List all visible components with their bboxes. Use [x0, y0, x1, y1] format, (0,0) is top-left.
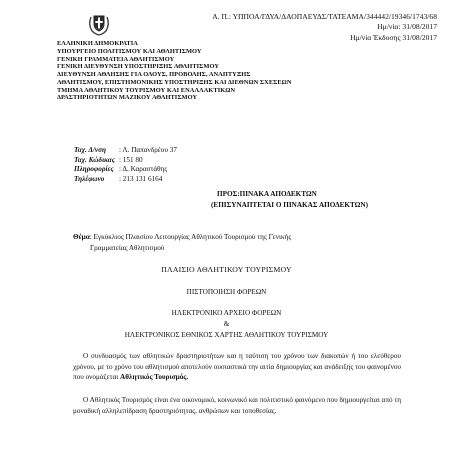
ministry-line: ΔΡΑΣΤΗΡΙΟΤΗΤΩΝ ΜΑΖΙΚΟΥ ΑΘΛΗΤΙΣΜΟΥ: [57, 94, 198, 102]
archive-title: ΗΛΕΚΤΡΟΝΙΚΟ ΑΡΧΕΙΟ ΦΟΡΕΩΝ: [171, 309, 282, 317]
contact-label: Ταχ. Κώδικας: [74, 155, 115, 164]
contact-label: Πληροφορίες: [74, 165, 114, 174]
subject-text: : Εγκύκλιος Πλαισίου Λειτουργίας Αθλητικού Τουρισμού της Γενικής: [89, 233, 292, 241]
contact-label: Τηλέφωνο: [74, 174, 105, 183]
protocol-number: Α. Π.: ΥΠΠΟΑ/ΓΔΥΑ/ΔΑΟΠΑΕΥΔΣ/ΤΑΤΕΑΜΑ/344442/19346/1743/68: [212, 12, 437, 21]
paragraph-text: Ο συνδυασμός των αθλητικών δραστηριοτήτων και η ταύτιση του χρόνου των διακοπών ή του ελεύθερου χρόνου, με το χρόνο του αθλητισμού αποτελούν ουσιαστικά την αιτία δημιουργίας και ανάδειξης του φαινομένου που ονομάζεται: [73, 352, 401, 382]
ministry-header: [57, 40, 292, 102]
recipients-attached-note: (ΕΠΙΣΥΝΑΠΤΕΤΑΙ Ο ΠΙΝΑΚΑΣ ΑΠΟΔΕΚΤΩΝ): [211, 201, 368, 209]
ministry-line: ΔΙΕΥΘΥΝΣΗ ΑΘΛΗΣΗΣ ΓΙΑ ΟΛΟΥΣ, ΠΡΟΒΟΛΗΣ, ΑΝΑΠΤΥΞΗΣ: [57, 71, 251, 78]
national-map-title: ΗΛΕΚΤΡΟΝΙΚΟΣ ΕΘΝΙΚΟΣ ΧΑΡΤΗΣ ΑΘΛΗΤΙΚΟΥ ΤΟΥΡΙΣΜΟΥ: [124, 331, 329, 339]
contact-value: : Δ. Καραστάθης: [119, 165, 168, 174]
ministry-line: ΥΠΟΥΡΓΕΙΟ ΠΟΛΙΤΙΣΜΟΥ ΚΑΙ ΑΘΛΗΤΙΣΜΟΥ: [57, 47, 202, 55]
body-paragraph: [73, 351, 401, 383]
ampersand: &: [223, 320, 230, 328]
contact-label: Ταχ. Δ/νση: [74, 146, 106, 154]
contact-value: : 213 131 6164: [119, 174, 163, 183]
contact-value: : 151 80: [119, 155, 143, 164]
issue-date: Ημ/νία Έκδοσης 31/08/2017: [350, 33, 437, 42]
ministry-line: ΑΘΛΗΤΙΣΜΟΥ, ΕΠΙΣΤΗΜΟΝΙΚΗΣ ΥΠΟΣΤΗΡΙΞΗΣ ΚΑΙ ΔΙΕΘΝΩΝ ΣΧΕΣΕΩΝ: [57, 78, 292, 86]
ministry-line: ΓΕΝΙΚΗ ΔΙΕΥΘΥΝΣΗ ΥΠΟΣΤΗΡΙΞΗΣ ΑΘΛΗΤΙΣΜΟΥ: [57, 63, 220, 71]
paragraph-emphasis: Αθλητικός Τουρισμός.: [120, 373, 189, 382]
ministry-line: ΕΛΛΗΝΙΚΗ ΔΗΜΟΚΡΑΤΙΑ: [57, 40, 138, 47]
subject-label: Θέμα: [73, 233, 90, 241]
greek-coat-of-arms-icon: [86, 11, 112, 37]
ministry-line: ΓΕΝΙΚΗ ΓΡΑΜΜΑΤΕΙΑ ΑΘΛΗΤΙΣΜΟΥ: [57, 55, 175, 63]
document-date: Ημ/νία: 31/08/2017: [377, 22, 437, 31]
certification-title: ΠΙΣΤΟΠΟΙΗΣΗ ΦΟΡΕΩΝ: [186, 288, 267, 296]
body-paragraph: Ο Αθλητικός Τουρισμός είναι ένα οικονομικό, κοινωνικό και πολιτιστικό φαινόμενο που δημιουργείται από τη μοναδική αλληλεπίδραση δραστηριότητας, ανθρώπων και τοποθεσίας.: [73, 396, 401, 415]
subject-line: [73, 233, 291, 241]
recipients-to: ΠΡΟΣ:ΠΙΝΑΚΑ ΑΠΟΔΕΚΤΩΝ: [217, 190, 317, 198]
framework-title: ΠΛΑΙΣΙΟ ΑΘΛΗΤΙΚΟΥ ΤΟΥΡΙΣΜΟΥ: [161, 265, 292, 274]
ministry-line: ΤΜΗΜΑ ΑΘΛΗΤΙΚΟΥ ΤΟΥΡΙΣΜΟΥ ΚΑΙ ΕΝΑΛΛΑΚΤΙΚΩΝ: [57, 86, 236, 94]
subject-continuation: Γραμματείας Αθλητισμού: [90, 244, 165, 252]
contact-value: : Λ. Παπανδρέου 37: [119, 146, 177, 154]
